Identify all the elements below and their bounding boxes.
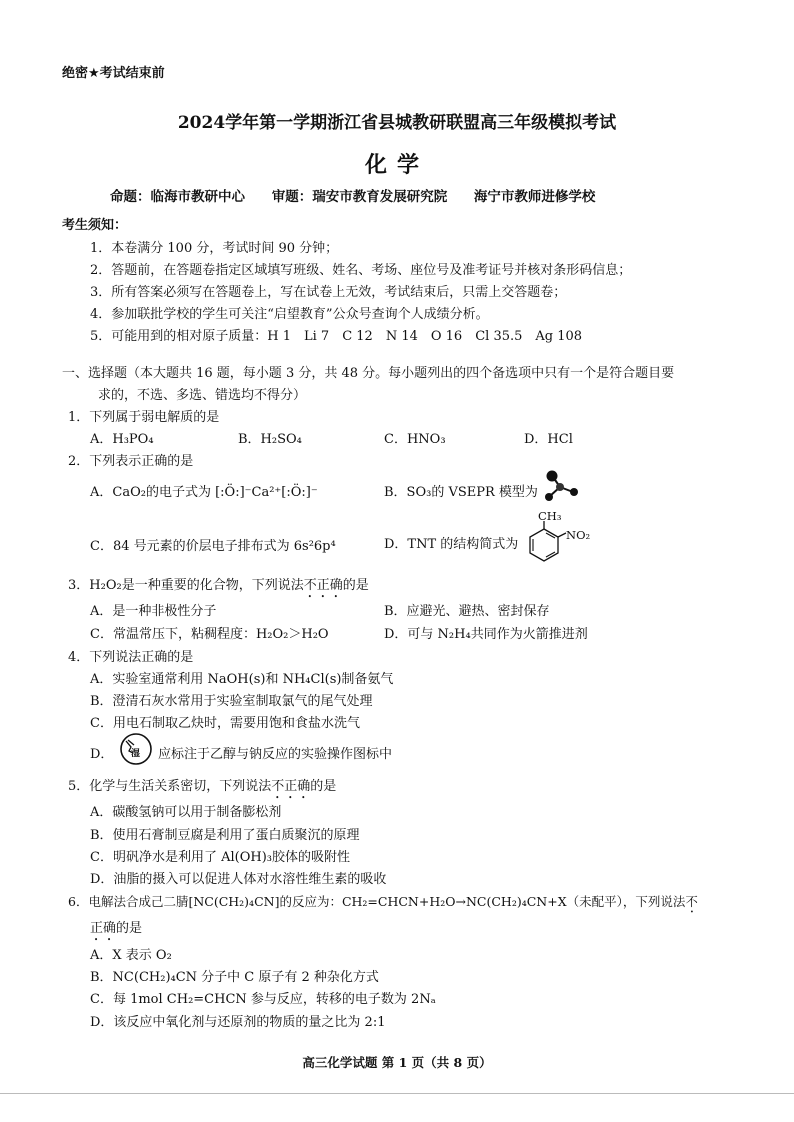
q5-option-a: A．碳酸氢钠可以用于制备膨松剂 — [90, 805, 282, 820]
q3-stem-post: 的是 — [342, 578, 369, 593]
q3-option-a: A．是一种非极性分子 — [90, 604, 217, 619]
q4-option-d-label: D． — [90, 747, 114, 762]
notice-item-5: 5．可能用到的相对原子质量：H 1 Li 7 C 12 N 14 O 16 Cl 35.5 Ag 108 — [90, 329, 583, 344]
q3-stem — [68, 574, 369, 601]
q2-stem: 2．下列表示正确的是 — [68, 454, 194, 469]
q6-stem-negation-2: 正确 — [90, 921, 117, 936]
q1-option-a: A．H₃PO₄ — [90, 432, 154, 447]
confidential-mark: 绝密★考试结束前 — [62, 66, 165, 81]
q5-stem — [68, 775, 336, 802]
notice-heading: 考生须知： — [62, 218, 128, 233]
notice-item-2: 2．答题前，在答题卷指定区域填写班级、姓名、考场、座位号及准考证号并核对条形码信息； — [90, 263, 632, 278]
q3-option-c: C．常温常压下，粘稠程度：H₂O₂＞H₂O — [90, 627, 329, 642]
q4-option-a: A．实验室通常利用 NaOH(s)和 NH₄Cl(s)制备氨气 — [90, 672, 394, 687]
q5-stem-post: 的是 — [310, 779, 337, 794]
author: 命题：临海市教研中心 — [110, 189, 245, 205]
notice-item-4: 4．参加联批学校的学生可关注“启望教育”公众号查询个人成绩分析。 — [90, 307, 489, 322]
q4-option-d-text: 应标注于乙醇与钠反应的实验操作图标中 — [158, 747, 393, 762]
q6-stem-line1 — [68, 892, 698, 916]
q6-option-c: C．每 1mol CH₂=CHCN 参与反应，转移的电子数为 2Nₐ — [90, 992, 436, 1007]
q6-option-b: B．NC(CH₂)₄CN 分子中 C 原子有 2 种杂化方式 — [90, 970, 379, 985]
q5-stem-negation: 不正确 — [271, 779, 311, 794]
section-heading-line2: 求的，不选、多选、错选均不得分） — [98, 388, 307, 403]
q6-stem-line2 — [90, 917, 142, 944]
q6-stem-negation-1: 不 — [685, 894, 698, 909]
wash-hands-icon-char: 湿 — [131, 749, 141, 759]
tnt-no2-label: NO₂ — [566, 528, 591, 542]
q6-stem-post: 的是 — [116, 921, 143, 936]
q2-option-b: B．SO₃的 VSEPR 模型为 — [384, 485, 538, 500]
q3-option-d: D．可与 N₂H₄共同作为火箭推进剂 — [384, 627, 588, 642]
reviewer-2: 海宁市教师进修学校 — [473, 189, 596, 205]
q2-option-a: A．CaO₂的电子式为 [:Ö:]⁻Ca²⁺[:Ö:]⁻ — [90, 485, 318, 500]
q5-option-b: B．使用石膏制豆腐是利用了蛋白质聚沉的原理 — [90, 828, 360, 843]
q5-option-d: D．油脂的摄入可以促进人体对水溶性维生素的吸收 — [90, 872, 387, 887]
q2-option-d: D．TNT 的结构简式为 — [384, 537, 519, 552]
q3-stem-pre: 3．H₂O₂是一种重要的化合物，下列说法 — [68, 578, 304, 593]
authors-line — [110, 185, 617, 205]
page-footer: 高三化学试题 第 1 页（共 8 页） — [302, 1055, 492, 1070]
q6-option-a: A．X 表示 O₂ — [90, 948, 172, 963]
reviewer: 审题：瑞安市教育发展研究院 — [271, 189, 448, 205]
exam-title: 2024学年第一学期浙江省县城教研联盟高三年级模拟考试 — [177, 113, 617, 133]
q1-option-b: B．H₂SO₄ — [238, 432, 302, 447]
notice-item-3: 3．所有答案必须写在答题卷上，写在试卷上无效，考试结束后，只需上交答题卷； — [90, 285, 567, 300]
q1-option-c: C．HNO₃ — [384, 432, 446, 447]
subject-title: 化学 — [364, 152, 429, 178]
q6-stem-line1-pre: 6．电解法合成己二腈[NC(CH₂)₄CN]的反应为：CH₂=CHCN+H₂O→NC(CH₂)₄CN+X（未配平），下列说法 — [68, 894, 686, 909]
q1-option-d: D．HCl — [524, 432, 573, 447]
vsepr-model-icon — [544, 470, 580, 504]
q4-option-b: B．澄清石灰水常用于实验室制取氯气的尾气处理 — [90, 694, 373, 709]
q4-option-c: C．用电石制取乙炔时，需要用饱和食盐水洗气 — [90, 716, 360, 731]
section-heading-line1: 一、选择题（本大题共 16 题，每小题 3 分，共 48 分。每小题列出的四个备选项中只有一个是符合题目要 — [62, 366, 675, 381]
q5-stem-pre: 5．化学与生活关系密切，下列说法 — [68, 779, 272, 794]
tnt-ch3-label: CH₃ — [538, 509, 562, 523]
q5-option-c: C．明矾净水是利用了 Al(OH)₃胶体的吸附性 — [90, 850, 350, 865]
q6-option-d: D．该反应中氧化剂与还原剂的物质的量之比为 2:1 — [90, 1015, 386, 1030]
bottom-divider — [0, 1093, 794, 1094]
q2-option-c: C．84 号元素的价层电子排布式为 6s²6p⁴ — [90, 539, 336, 554]
notice-item-1: 1．本卷满分 100 分，考试时间 90 分钟； — [90, 241, 339, 256]
q4-stem: 4．下列说法正确的是 — [68, 650, 194, 665]
q1-stem: 1．下列属于弱电解质的是 — [68, 410, 220, 425]
q3-option-b: B．应避光、避热、密封保存 — [384, 604, 550, 619]
q3-stem-negation: 不正确 — [303, 578, 343, 593]
